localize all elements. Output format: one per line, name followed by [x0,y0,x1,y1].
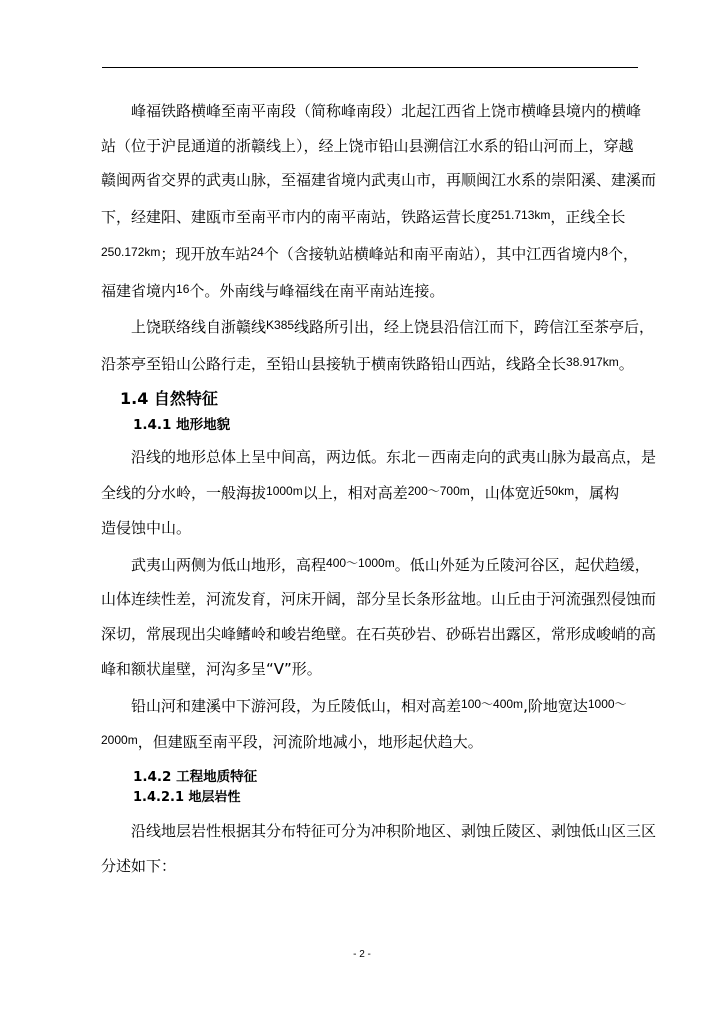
heading-natural-features: 1.4 自然特征 [120,388,218,408]
paragraph-terrain: 沿线的地形总体上呈中间高，两边低。东北－西南走向的武夷山脉为最高点，是 全线的分水岭，一般海拔$^{1000m}$以上，相对高差$^{200\sim 700m}$，山体宽近$^{50km}$，属构 造侵蚀中山。 [101,447,657,538]
paragraph-shangrao-link: 上饶联络线自浙赣线$^{K385}$线路所引出，经上饶县沿信江而下，跨信江至茶亭后， 沿茶亭至铅山公路行走，至铅山县接轨于横南铁路铅山西站，线路全长$^{38.917km}$。 [101,318,655,373]
page-number: - 2 - [353,949,371,960]
heading-engineering-geology: 1.4.2 工程地质特征 [133,768,258,785]
heading-topography: 1.4.1 地形地貌 [133,416,231,433]
paragraph-lithology: 沿线地层岩性根据其分布特征可分为冲积阶地区、剥蚀丘陵区、剥蚀低山区三区 分述如下： [101,821,657,875]
paragraph-wuyi-lowlands: 武夷山两侧为低山地形，高程$^{400\sim 1000m}$。低山外延为丘陵河谷区，起伏趋缓， 山体连续性差，河流发育，河床开阔，部分呈长条形盆地。山丘由于河流强烈侵蚀而 深切，常展现出尖峰鳍岭和峻岩绝壁。在石英砂岩、砂砾岩出露区，常形成峻峭的高 峰和额状崖壁，河沟多呈“V”形。 [101,555,657,678]
paragraph-route-overview: 峰福铁路横峰至南平南段（简称峰南段）北起江西省上饶市横峰县境内的横峰 站（位于沪昆通道的浙赣线上），经上饶市铅山县溯信江水系的铅山河而上，穿越 赣闽两省交界的武夷山脉，至福建省境内武夷山市，再顺闽江水系的崇阳溪、建溪而 下，经建阳、建瓯市至南平市内的南平南站，铁路运营长度$^{251.713km}$，正线全长 $^{250.172km}$；现开放车站$^{24}$个（含接轨站横峰站和南平南站），其中江西省境内$^8$个， 福建省境内$^{16}$个。外南线与峰福线在南平南站连接。 [101,102,657,300]
page-body [101,94,657,883]
header-rule [102,67,638,68]
paragraph-river-sections: 铅山河和建溪中下游河段，为丘陵低山，相对高差$^{100\sim 400m}$,阶地宽达$^{1000\sim}$ $^{2000m}$，但建瓯至南平段，河流阶地减小，地形起伏趋大。 [101,696,627,752]
heading-stratum-lithology: 1.4.2.1 地层岩性 [133,789,241,805]
